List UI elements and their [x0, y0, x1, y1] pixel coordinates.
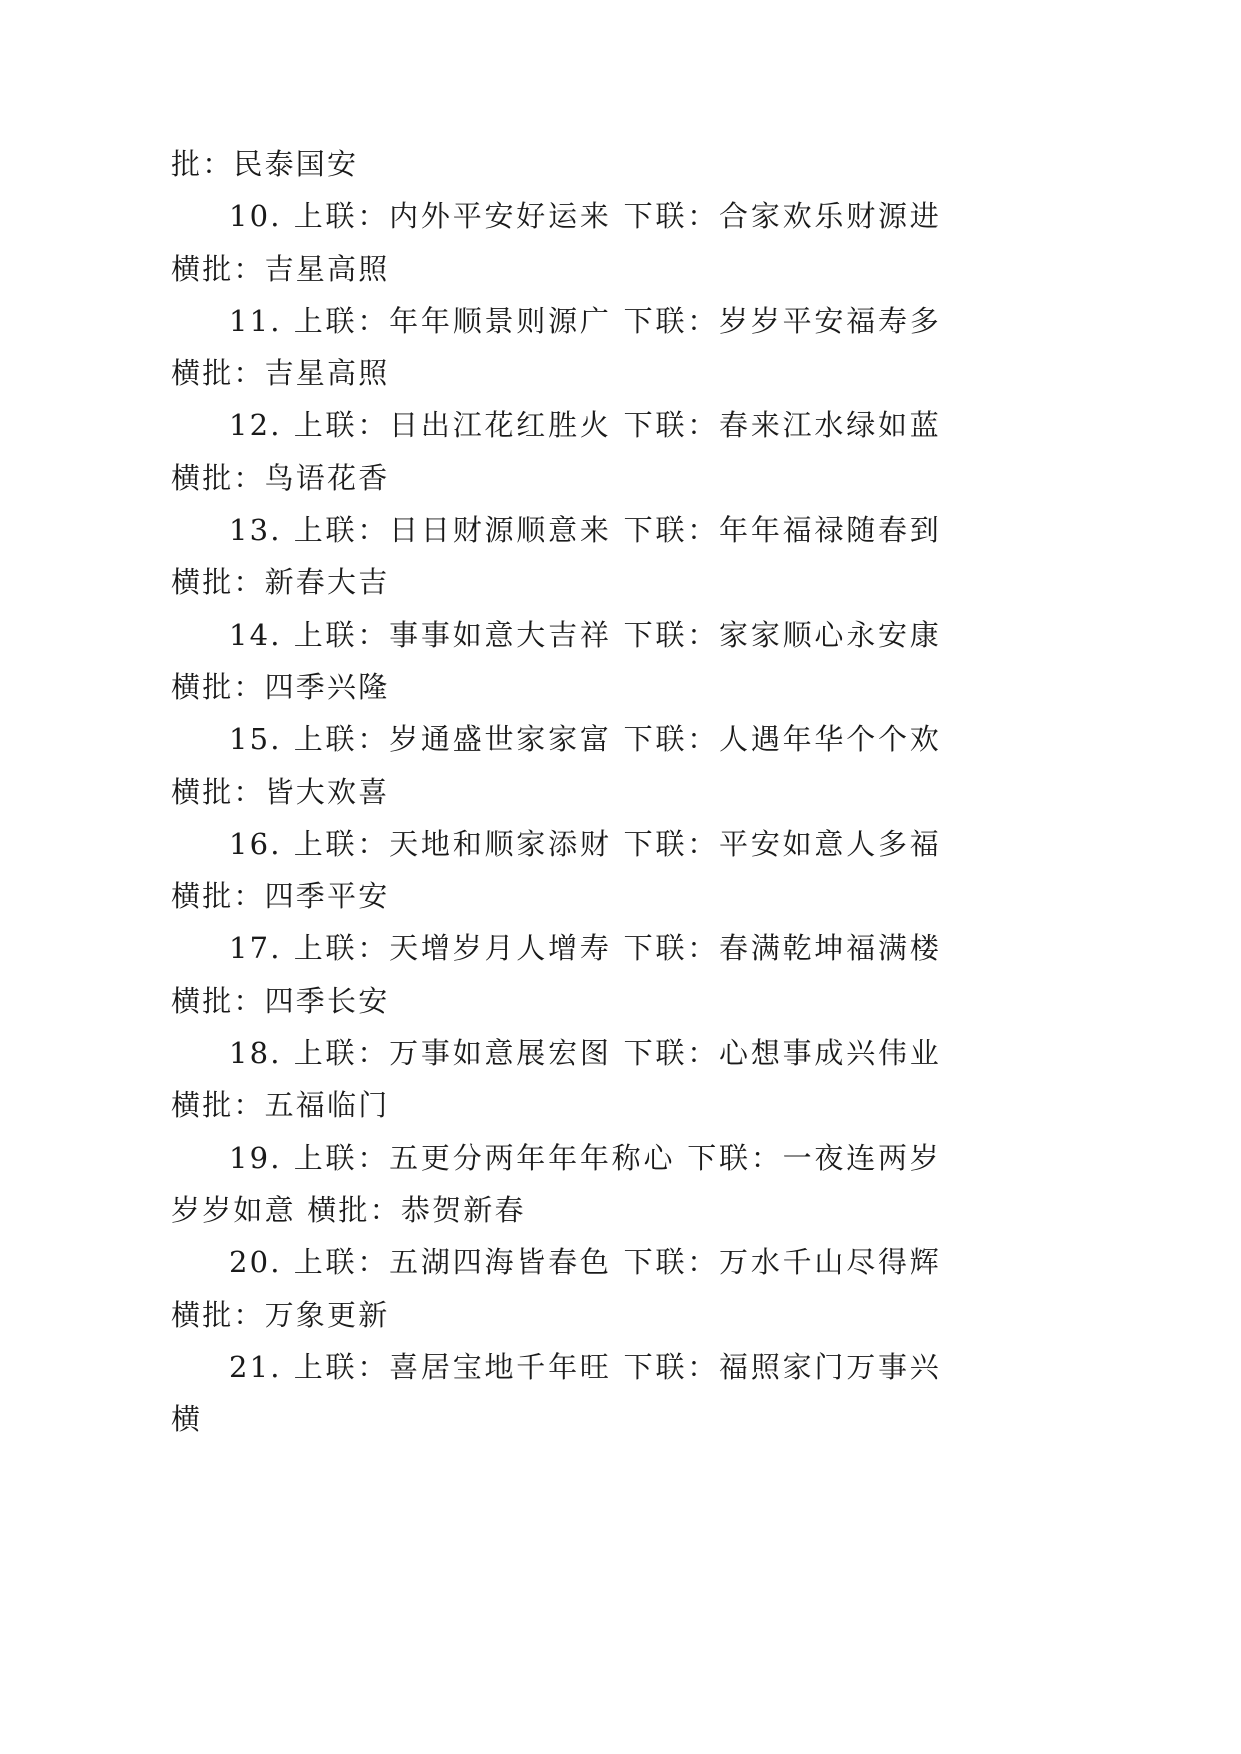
horizontal-label: 横批：: [171, 879, 265, 914]
item-number: 18.: [229, 1036, 282, 1071]
couplet-item: [171, 1132, 941, 1237]
horizontal-scroll: 恭贺新春: [400, 1192, 526, 1227]
upper-line: 喜居宝地千年旺: [389, 1349, 612, 1384]
couplet-item: [171, 922, 941, 1027]
horizontal-label: 横批：: [307, 1192, 401, 1227]
lower-label: 下联：: [623, 931, 720, 966]
horizontal-label: 横批：: [171, 774, 265, 809]
lower-label: 下联：: [623, 1036, 720, 1071]
horizontal-scroll: 新春大吉: [264, 565, 390, 600]
upper-line: 天增岁月人增寿: [389, 931, 612, 966]
upper-line: 天地和顺家添财: [389, 826, 612, 861]
item-number: 15.: [229, 722, 282, 757]
upper-line: 五更分两年年年称心: [389, 1140, 676, 1175]
horizontal-scroll: 鸟语花香: [264, 460, 390, 495]
horizontal-label: 横批：: [171, 1297, 265, 1332]
upper-label: 上联：: [293, 931, 390, 966]
horizontal-label: 横批：: [171, 251, 265, 286]
lower-label: 下联：: [687, 1140, 783, 1175]
horizontal-label: 横批：: [171, 983, 265, 1018]
couplet-item: [171, 713, 941, 818]
horizontal-label: 横批：: [171, 669, 265, 704]
item-number: 16.: [229, 826, 282, 861]
upper-label: 上联：: [293, 722, 390, 757]
upper-label: 上联：: [293, 513, 390, 548]
item-number: 21.: [229, 1349, 282, 1384]
item-number: 17.: [229, 931, 282, 966]
upper-label: 上联：: [293, 408, 390, 443]
lower-line: 万水千山尽得辉: [719, 1245, 941, 1280]
upper-label: 上联：: [293, 826, 390, 861]
horizontal-label: 横: [171, 1402, 203, 1437]
couplet-item: [171, 295, 941, 400]
horizontal-scroll: 四季平安: [264, 879, 390, 914]
horizontal-label: 横批：: [171, 356, 265, 391]
upper-line: 五湖四海皆春色: [389, 1245, 612, 1280]
couplet-item: [171, 818, 941, 923]
upper-label: 上联：: [293, 1349, 390, 1384]
couplet-item: [171, 1341, 941, 1446]
upper-line: 年年顺景则源广: [389, 303, 612, 338]
upper-label: 上联：: [293, 303, 390, 338]
horizontal-scroll: 皆大欢喜: [264, 774, 390, 809]
horizontal-scroll: 吉星高照: [264, 251, 390, 286]
upper-label: 上联：: [293, 1036, 390, 1071]
lower-label: 下联：: [623, 1349, 720, 1384]
lower-line: 心想事成兴伟业: [719, 1036, 941, 1071]
item-number: 14.: [229, 617, 282, 652]
item-number: 13.: [229, 513, 282, 548]
lower-line: 家家顺心永安康: [719, 617, 941, 652]
lower-label: 下联：: [623, 617, 720, 652]
upper-line: 岁通盛世家家富: [389, 722, 612, 757]
lower-label: 下联：: [623, 199, 720, 234]
lower-label: 下联：: [623, 1245, 720, 1280]
lower-label: 下联：: [623, 826, 720, 861]
lower-line: 平安如意人多福: [719, 826, 941, 861]
lower-label: 下联：: [623, 722, 720, 757]
couplet-list: [171, 138, 941, 1445]
horizontal-scroll: 四季长安: [264, 983, 390, 1018]
item-number: 10.: [229, 199, 282, 234]
horizontal-label: 横批：: [171, 565, 265, 600]
lower-line: 岁岁平安福寿多: [719, 303, 941, 338]
upper-label: 上联：: [293, 199, 390, 234]
lower-line: 春来江水绿如蓝: [719, 408, 941, 443]
upper-line: 内外平安好运来: [389, 199, 612, 234]
upper-label: 上联：: [293, 1140, 390, 1175]
lower-line: 合家欢乐财源进: [719, 199, 941, 234]
horizontal-scroll: 四季兴隆: [264, 669, 390, 704]
item-number: 11.: [229, 303, 282, 338]
lower-line: 春满乾坤福满楼: [719, 931, 941, 966]
horizontal-scroll: 五福临门: [264, 1088, 390, 1123]
upper-label: 上联：: [293, 617, 390, 652]
upper-label: 上联：: [293, 1245, 390, 1280]
couplet-item: [171, 504, 941, 609]
upper-line: 日出江花红胜火: [389, 408, 612, 443]
couplet-item: [171, 1236, 941, 1341]
horizontal-scroll: 吉星高照: [264, 356, 390, 391]
lower-line: 人遇年华个个欢: [719, 722, 941, 757]
couplet-item: [171, 399, 941, 504]
lower-label: 下联：: [623, 513, 720, 548]
couplet-item: [171, 1027, 941, 1132]
couplet-item: [171, 190, 941, 295]
lead-fragment: 批：民泰国安: [171, 147, 359, 181]
horizontal-label: 横批：: [171, 460, 265, 495]
lower-label: 下联：: [623, 303, 720, 338]
horizontal-label: 横批：: [171, 1088, 265, 1123]
lower-line: 福照家门万事兴: [719, 1349, 941, 1384]
lower-line: 一夜连两岁岁岁如意: [171, 1140, 941, 1227]
horizontal-scroll: 万象更新: [264, 1297, 390, 1332]
item-number: 19.: [229, 1140, 282, 1175]
lower-label: 下联：: [623, 408, 720, 443]
upper-line: 事事如意大吉祥: [389, 617, 612, 652]
item-number: 20.: [229, 1245, 282, 1280]
lower-line: 年年福禄随春到: [719, 513, 941, 548]
upper-line: 万事如意展宏图: [389, 1036, 612, 1071]
upper-line: 日日财源顺意来: [389, 513, 612, 548]
item-number: 12.: [229, 408, 282, 443]
couplet-item: [171, 609, 941, 714]
